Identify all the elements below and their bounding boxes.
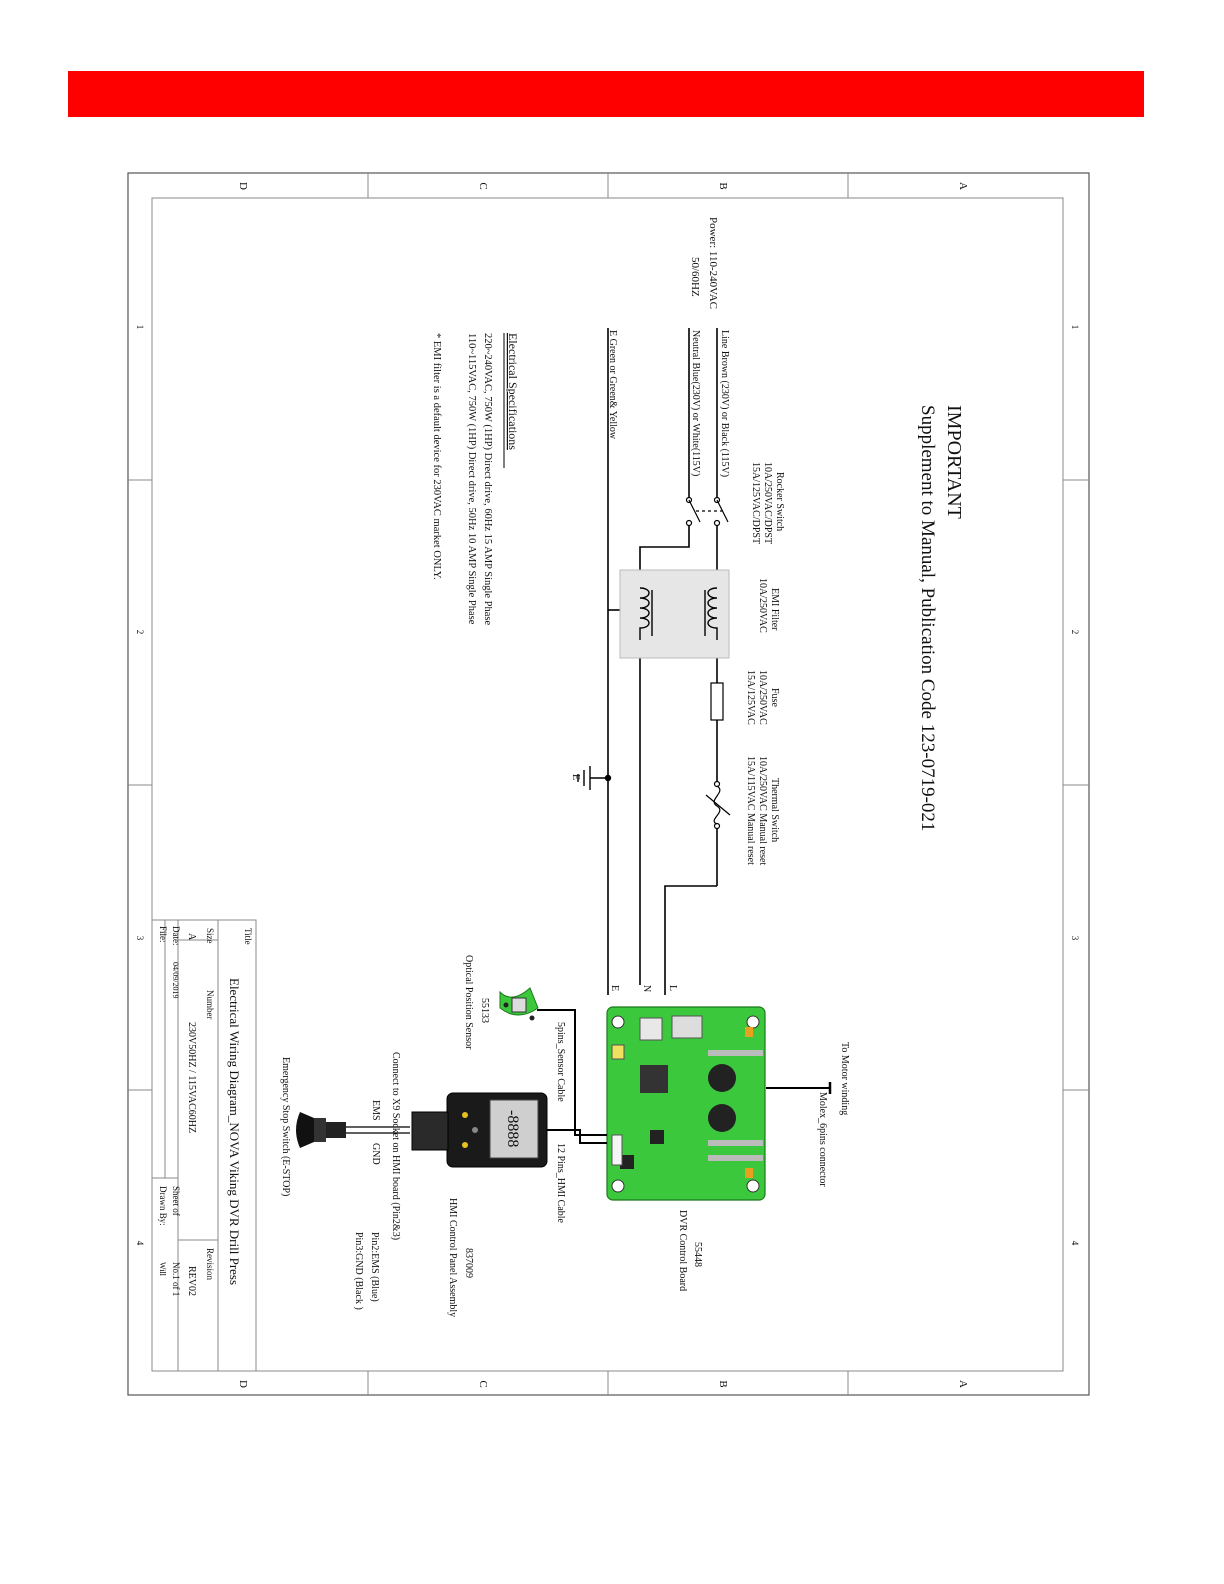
terminal-n-label: N (641, 985, 652, 993)
sensor-name: Optical Position Sensor (463, 955, 474, 1050)
row-label-b-bottom: B (717, 1380, 729, 1388)
specs-line-2: 110~115VAC, 750W (1HP) Direct drive, 50Hz 10 AMP Single Phase (466, 333, 477, 625)
fuse-rating-1: 10A/250VAC (757, 670, 768, 725)
estop-pin3-label: Pin3:GND (Black ) (353, 1232, 364, 1310)
col-label-2-left: 2 (135, 629, 145, 635)
fuse-symbol (711, 683, 723, 720)
col-label-1-right: 1 (1070, 324, 1080, 330)
row-label-c-bottom: C (477, 1380, 489, 1388)
dvr-board-number: 55448 (692, 1242, 703, 1267)
fuse-label: Fuse (769, 688, 780, 707)
hmi-control-panel (412, 1093, 547, 1167)
rocker-switch-label: Rocker Switch (774, 472, 785, 532)
date-value: 04/09/2019 (171, 962, 180, 999)
estop-name: Emergency Stop Switch (E-STOP) (280, 1057, 291, 1197)
number-value: 230V50HZ / 115VAC60HZ (186, 1022, 197, 1134)
line-wire-label: Line Brown (230V) or Black (115V) (719, 330, 730, 478)
title-label: Title (243, 928, 253, 945)
emi-filter-box (620, 570, 729, 658)
important-heading: IMPORTANT (943, 405, 965, 519)
earth-wire-label: E Green or Green& Yellow (607, 330, 618, 440)
estop-ems-label: EMS (370, 1100, 381, 1121)
sheet-value: No.1 of 1 (171, 1262, 181, 1297)
power-label: Power: 110-240VAC (707, 217, 719, 309)
revision-label: Revision (205, 1248, 215, 1281)
supplement-heading: Supplement to Manual, Publication Code 123-0719-021 (917, 405, 938, 832)
ground-label: E (570, 774, 581, 781)
col-label-1-left: 1 (135, 324, 145, 330)
specs-heading: Electrical Specifications (506, 333, 520, 450)
estop-gnd-label: GND (370, 1143, 381, 1165)
motor-winding-label: To Motor winding (839, 1042, 850, 1116)
hmi-cable-wire (546, 1130, 607, 1143)
sensor-cable-label: 5pins_Sensor Cable (555, 1022, 566, 1102)
row-label-d-bottom: D (237, 1380, 249, 1388)
row-label-a-top: A (957, 182, 969, 190)
size-value: A (186, 933, 197, 941)
terminal-l-label: L (667, 985, 678, 992)
row-label-a-bottom: A (957, 1380, 969, 1388)
thermal-switch-rating-2: 15A/115VAC Manual reset (745, 756, 756, 865)
hmi-number: 837009 (463, 1248, 474, 1278)
sensor-number: 55133 (479, 998, 490, 1023)
hmi-display-readout: -8888 (504, 1110, 521, 1148)
size-label: Size (205, 928, 215, 944)
col-label-2-right: 2 (1070, 629, 1080, 635)
rocker-switch-rating-1: 10A/250VAC/DPST (762, 462, 773, 545)
date-label: Date: (171, 926, 181, 946)
revision-value: REV02 (186, 1266, 197, 1296)
number-label: Number (205, 990, 215, 1020)
title-value: Electrical Wiring Diagram_NOVA Viking DVR Drill Press (227, 978, 242, 1286)
hmi-name: HMI Control Panel Assembly (447, 1198, 458, 1318)
dvr-control-board (607, 1007, 765, 1200)
col-label-4-left: 4 (135, 1240, 145, 1246)
sheet-label: Sheet of (171, 1186, 181, 1216)
power-frequency: 50/60HZ (689, 257, 701, 297)
file-label: File: (158, 926, 168, 943)
col-label-3-left: 3 (135, 935, 145, 941)
row-label-d-top: D (237, 182, 249, 190)
row-label-c-top: C (477, 182, 489, 190)
drawn-by-label: Drawn By: (158, 1186, 168, 1226)
terminal-e-label: E (609, 985, 620, 992)
rocker-switch-rating-2: 15A/125VAC/DPST (750, 462, 761, 545)
dvr-board-name: DVR Control Board (677, 1210, 688, 1292)
estop-switch (296, 1112, 346, 1148)
specs-note: * EMI filter is a default device for 230VAC market ONLY. (431, 333, 442, 580)
neutral-wire-label: Neutral Blue(230V) or White(115V) (690, 330, 701, 477)
zone-row-labels (237, 182, 969, 1388)
col-label-3-right: 3 (1070, 935, 1080, 941)
estop-connect-label: Connect to X9 Socket on HMI board (Pin2&3) (390, 1052, 401, 1241)
thermal-switch-rating-1: 10A/250VAC Manual reset (757, 756, 768, 866)
hmi-cable-label: 12 Pins_HMI Cable (555, 1143, 566, 1223)
row-label-b-top: B (717, 182, 729, 190)
molex-connector-label: Molex_6pins connector (817, 1092, 828, 1187)
drawn-by-value: Will (158, 1262, 167, 1276)
estop-pin2-label: Pin2:EMS (Blue) (369, 1232, 380, 1302)
thermal-switch-symbol (706, 782, 730, 829)
emi-filter-rating: 10A/250VAC (757, 578, 768, 633)
col-label-4-right: 4 (1070, 1240, 1080, 1246)
specs-line-1: 220~240VAC, 750W (1HP) Direct drive, 60Hz 15 AMP Single Phase (482, 333, 493, 626)
optical-position-sensor (500, 988, 538, 1021)
fuse-rating-2: 15A/125VAC (745, 670, 756, 725)
rocker-switch-symbol (687, 498, 729, 526)
emi-filter-label: EMI Filter (769, 588, 780, 631)
thermal-switch-label: Thermal Switch (769, 778, 780, 843)
